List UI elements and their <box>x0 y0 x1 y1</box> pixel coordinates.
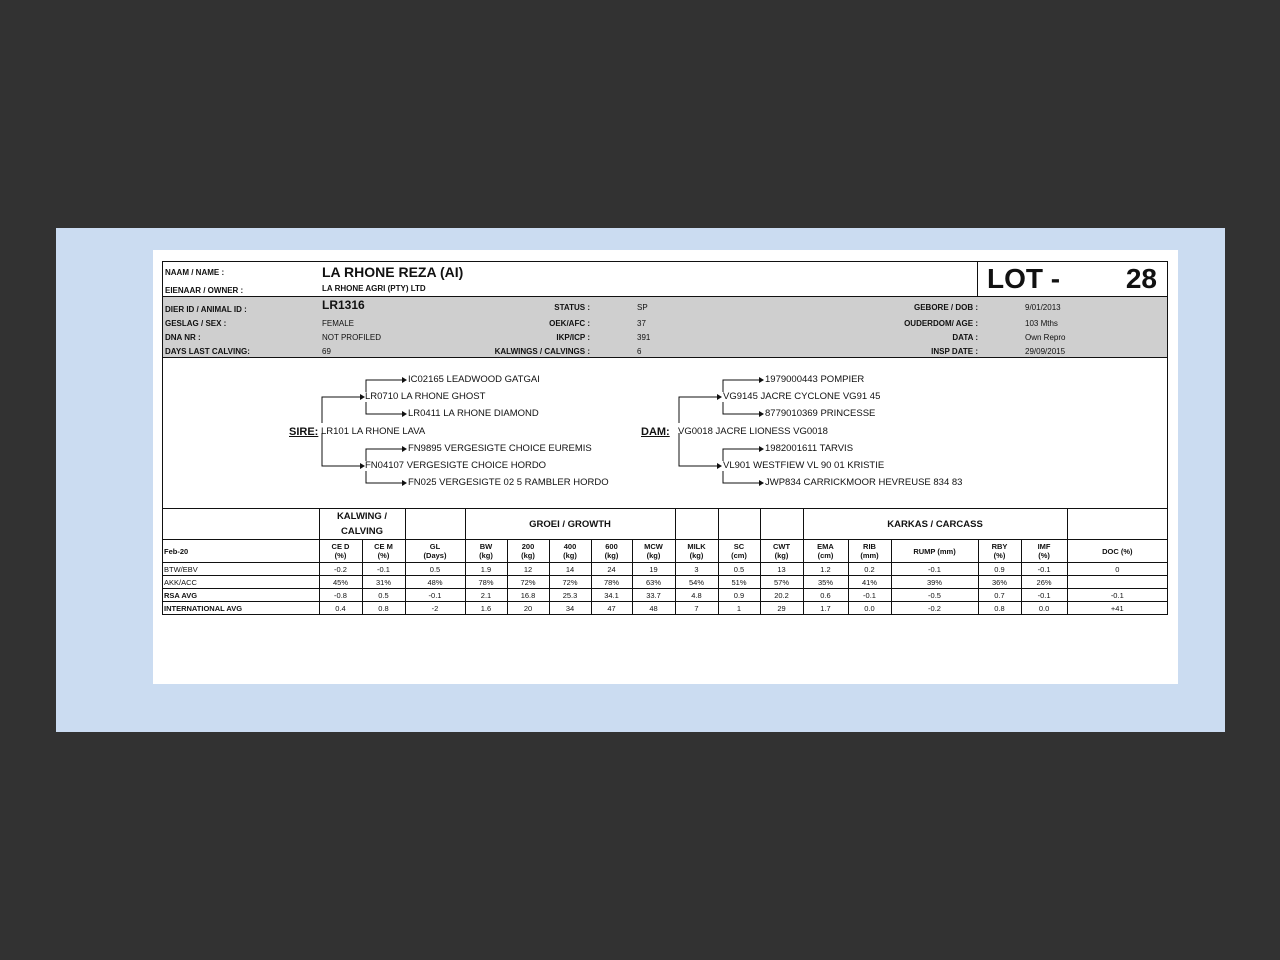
lot-box <box>977 262 1167 296</box>
table-cell: 1.6 <box>465 602 507 615</box>
table-cell: 0.9 <box>978 563 1021 576</box>
table-cell: -0.5 <box>891 589 978 602</box>
animal-id-value: LR1316 <box>322 298 365 312</box>
dam-label: DAM: <box>641 426 670 438</box>
animal-id-label: DIER ID / ANIMAL ID : <box>165 305 247 314</box>
table-cell: -0.1 <box>1021 563 1067 576</box>
table-cell: 78% <box>465 576 507 589</box>
insp-label: INSP DATE : <box>931 347 978 356</box>
table-cell: -0.1 <box>362 563 405 576</box>
table-cell: +41 <box>1067 602 1167 615</box>
dam-sire-sire-name: 1979000443 POMPIER <box>765 374 865 385</box>
details-section <box>163 297 1167 358</box>
table-cell: 2.1 <box>465 589 507 602</box>
table-cell: 26% <box>1021 576 1067 589</box>
table-cell: 0.9 <box>718 589 760 602</box>
lot-label: LOT - <box>987 263 1061 294</box>
afc-value: 37 <box>637 319 646 328</box>
photo-frame <box>56 228 1225 732</box>
table-cell: 24 <box>591 563 632 576</box>
col-header: RBY (%) <box>978 540 1021 563</box>
table-cell: 0.0 <box>1021 602 1067 615</box>
table-cell: -0.1 <box>405 589 465 602</box>
dam-dam-name: VL901 WESTFIEW VL 90 01 KRISTIE <box>723 460 885 471</box>
table-cell: 51% <box>718 576 760 589</box>
group-header-row <box>163 509 1167 540</box>
table-cell: 0.8 <box>362 602 405 615</box>
table-cell: 0.5 <box>405 563 465 576</box>
data-value: Own Repro <box>1025 333 1066 342</box>
group-calving: KALWING / CALVING <box>319 509 405 540</box>
dam-sire-dam-name: 8779010369 PRINCESSE <box>765 408 876 419</box>
table-cell: 0.5 <box>718 563 760 576</box>
col-header: GL (Days) <box>405 540 465 563</box>
data-label: DATA : <box>952 333 978 342</box>
col-header: MCW (kg) <box>632 540 675 563</box>
table-cell: 3 <box>675 563 718 576</box>
table-cell: 54% <box>675 576 718 589</box>
col-header: 200 (kg) <box>507 540 549 563</box>
table-cell: -0.1 <box>848 589 891 602</box>
icp-label: IKP/ICP : <box>556 333 590 342</box>
table-row <box>163 589 1167 602</box>
table-cell: 48 <box>632 602 675 615</box>
dna-value: NOT PROFILED <box>322 333 381 342</box>
table-cell: 0.0 <box>848 602 891 615</box>
table-cell: 63% <box>632 576 675 589</box>
col-header: 600 (kg) <box>591 540 632 563</box>
owner-name: LA RHONE AGRI (PTY) LTD <box>322 284 426 293</box>
table-cell: 7 <box>675 602 718 615</box>
table-cell: 0.2 <box>848 563 891 576</box>
table-cell: 45% <box>319 576 362 589</box>
table-cell: 41% <box>848 576 891 589</box>
table-row <box>163 602 1167 615</box>
dam-name: VG0018 JACRE LIONESS VG0018 <box>678 426 828 437</box>
table-cell: -0.2 <box>891 602 978 615</box>
age-label: OUDERDOM/ AGE : <box>904 319 978 328</box>
table-cell: 72% <box>549 576 591 589</box>
table-cell: 48% <box>405 576 465 589</box>
animal-name: LA RHONE REZA (AI) <box>322 264 464 280</box>
col-header: 400 (kg) <box>549 540 591 563</box>
sire-sire-dam-name: LR0411 LA RHONE DIAMOND <box>408 408 539 419</box>
sex-label: GESLAG / SEX : <box>165 319 227 328</box>
document-page <box>153 250 1178 684</box>
table-row <box>163 576 1167 589</box>
calvings-label: KALWINGS / CALVINGS : <box>494 347 590 356</box>
col-header: BW (kg) <box>465 540 507 563</box>
ebv-table <box>163 509 1167 614</box>
table-cell: 1.7 <box>803 602 848 615</box>
table-cell: 33.7 <box>632 589 675 602</box>
row-label: AKK/ACC <box>163 576 319 589</box>
table-cell: -0.2 <box>319 563 362 576</box>
group-growth: GROEI / GROWTH <box>465 509 675 540</box>
col-header: MILK (kg) <box>675 540 718 563</box>
table-cell: 25.3 <box>549 589 591 602</box>
table-cell: -0.1 <box>1067 589 1167 602</box>
table-cell: 47 <box>591 602 632 615</box>
sire-name: LR101 LA RHONE LAVA <box>321 426 426 437</box>
table-cell: 57% <box>760 576 803 589</box>
col-header: RUMP (mm) <box>891 540 978 563</box>
sire-dam-name: FN04107 VERGESIGTE CHOICE HORDO <box>365 460 547 471</box>
table-cell: 34 <box>549 602 591 615</box>
table-cell: 29 <box>760 602 803 615</box>
col-header: SC (cm) <box>718 540 760 563</box>
age-value: 103 Mths <box>1025 319 1058 328</box>
calvings-value: 6 <box>637 347 642 356</box>
col-header: RIB (mm) <box>848 540 891 563</box>
col-header: CE D (%) <box>319 540 362 563</box>
owner-label: EIENAAR / OWNER : <box>165 286 244 295</box>
table-cell: 0 <box>1067 563 1167 576</box>
row-label: INTERNATIONAL AVG <box>164 603 243 613</box>
col-header: CWT (kg) <box>760 540 803 563</box>
table-cell: 1.9 <box>465 563 507 576</box>
row-label: BTW/EBV <box>163 563 319 576</box>
table-cell: 13 <box>760 563 803 576</box>
icp-value: 391 <box>637 333 651 342</box>
sire-dam-sire-name: FN9895 VERGESIGTE CHOICE EUREMIS <box>408 443 592 454</box>
sire-sire-name: LR0710 LA RHONE GHOST <box>365 391 486 402</box>
afc-label: OEK/AFC : <box>549 319 590 328</box>
lot-number: 28 <box>1125 263 1157 294</box>
date-label: Feb-20 <box>163 540 319 563</box>
table-cell: 20.2 <box>760 589 803 602</box>
table-cell: 35% <box>803 576 848 589</box>
table-cell: 78% <box>591 576 632 589</box>
table-cell: -0.1 <box>1021 589 1067 602</box>
dob-value: 9/01/2013 <box>1025 303 1061 312</box>
dam-dam-sire-name: 1982001611 TARVIS <box>765 443 854 454</box>
table-cell: 36% <box>978 576 1021 589</box>
table-cell: 1 <box>718 602 760 615</box>
dob-label: GEBORE / DOB : <box>913 303 978 312</box>
insp-value: 29/09/2015 <box>1025 347 1066 356</box>
table-cell: 16.8 <box>507 589 549 602</box>
pedigree-section <box>163 358 1167 509</box>
dna-label: DNA NR : <box>165 333 201 342</box>
group-carcass: KARKAS / CARCASS <box>803 509 1067 540</box>
days-value: 69 <box>322 347 331 356</box>
table-cell: 31% <box>362 576 405 589</box>
table-cell: 0.6 <box>803 589 848 602</box>
header-section <box>163 262 1167 297</box>
table-cell: 4.8 <box>675 589 718 602</box>
status-label: STATUS : <box>554 303 590 312</box>
table-cell: 39% <box>891 576 978 589</box>
table-cell <box>1067 576 1167 589</box>
table-cell: -0.8 <box>319 589 362 602</box>
col-header: EMA (cm) <box>803 540 848 563</box>
sire-sire-sire-name: IC02165 LEADWOOD GATGAI <box>408 374 540 385</box>
status-value: SP <box>637 303 648 312</box>
sire-label: SIRE: <box>289 426 319 438</box>
table-cell: 19 <box>632 563 675 576</box>
dam-dam-dam-name: JWP834 CARRICKMOOR HEVREUSE 834 83 <box>765 477 963 488</box>
col-header: IMF (%) <box>1021 540 1067 563</box>
row-label: RSA AVG <box>163 589 319 602</box>
sire-dam-dam-name: FN025 VERGESIGTE 02 5 RAMBLER HORDO <box>408 477 609 488</box>
table-cell: 20 <box>507 602 549 615</box>
sex-value: FEMALE <box>322 319 355 328</box>
table-cell: -2 <box>405 602 465 615</box>
table-cell: 1.2 <box>803 563 848 576</box>
table-cell: 0.4 <box>319 602 362 615</box>
table-cell: 0.5 <box>362 589 405 602</box>
column-header-row <box>163 540 1167 563</box>
name-label: NAAM / NAME : <box>165 268 225 277</box>
table-row <box>163 563 1167 576</box>
table-cell: 0.8 <box>978 602 1021 615</box>
col-header: CE M (%) <box>362 540 405 563</box>
table-cell: 72% <box>507 576 549 589</box>
table-cell: 0.7 <box>978 589 1021 602</box>
table-cell: -0.1 <box>891 563 978 576</box>
table-cell: 34.1 <box>591 589 632 602</box>
table-cell: 14 <box>549 563 591 576</box>
lot-card <box>162 261 1168 615</box>
table-cell: 12 <box>507 563 549 576</box>
dam-sire-name: VG9145 JACRE CYCLONE VG91 45 <box>723 391 881 402</box>
days-label: DAYS LAST CALVING: <box>165 347 250 356</box>
col-header: DOC (%) <box>1067 540 1167 563</box>
